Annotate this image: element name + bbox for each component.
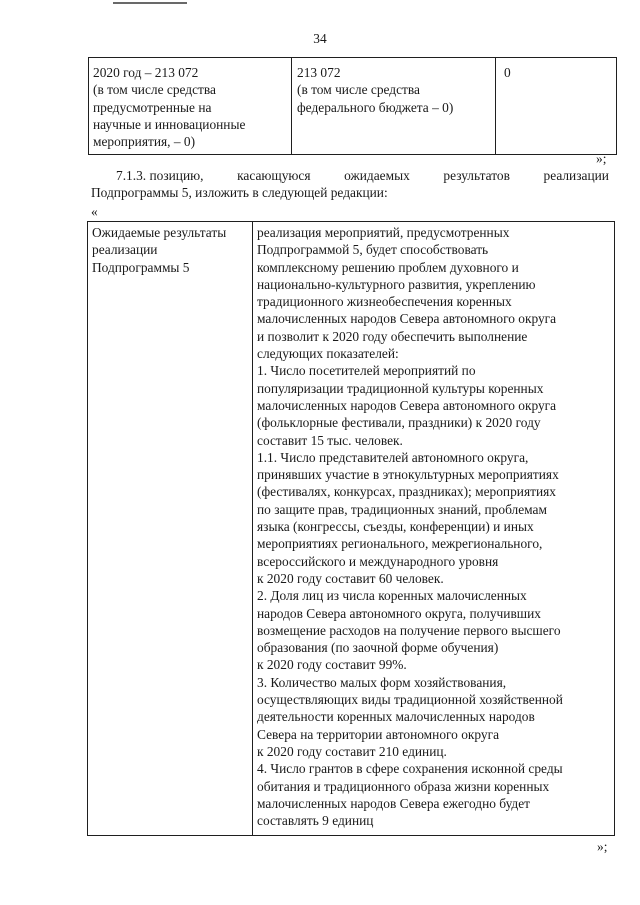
cell-line: 0	[504, 65, 511, 80]
cell-year-amount	[89, 58, 292, 155]
continuation-table	[88, 57, 617, 155]
content-line: образования (по заочной форме обучения)	[257, 640, 499, 656]
content-line: следующих показателей:	[257, 346, 399, 362]
expected-results-table	[87, 221, 615, 836]
amendment-paragraph	[91, 167, 609, 202]
row-label-cell	[88, 222, 253, 836]
content-line: языка (конгрессы, съезды, конференции) и иных	[257, 519, 534, 535]
content-line: 1.1. Число представителей автономного округа,	[257, 449, 529, 465]
content-line: народов Севера автономного округа, получивших	[257, 605, 541, 621]
content-line: деятельности коренных малочисленных народов	[257, 709, 535, 725]
content-line: к 2020 году составит 60 человек.	[257, 570, 444, 586]
content-line: обитания и традиционного образа жизни коренных	[257, 778, 550, 794]
cell-line: научные и инновационные	[93, 116, 246, 132]
content-line: 4. Число грантов в сфере сохранения исконной среды	[257, 761, 563, 777]
content-line: малочисленных народов Севера автономного округа	[257, 311, 557, 327]
word: 7.1.3. позицию,	[116, 168, 204, 183]
content-line: малочисленных народов Севера автономного округа	[257, 397, 557, 413]
content-line: Подпрограммой 5, будет способствовать	[257, 242, 489, 258]
word: результатов	[443, 168, 510, 183]
opening-quote: «	[91, 204, 98, 219]
cell-line: федерального бюджета – 0)	[297, 99, 454, 115]
label-line: реализации	[92, 242, 158, 258]
content-line: мероприятиях регионального, межрегионального,	[257, 536, 543, 552]
paragraph-line-1	[91, 167, 609, 184]
content-line: к 2020 году составит 99%.	[257, 657, 407, 673]
content-line: (фестивалях, конкурсах, праздниках); мероприятиях	[257, 484, 556, 500]
content-line: всероссийского и международного уровня	[257, 553, 499, 569]
content-line: и позволит к 2020 году обеспечить выполнение	[257, 328, 528, 344]
content-line: по защите прав, традиционных знаний, проблемам	[257, 501, 547, 517]
content-line: 2. Доля лиц из числа коренных малочисленных	[257, 588, 527, 604]
word: ожидаемых	[344, 168, 410, 183]
page-number: 34	[313, 31, 327, 46]
content-line: осуществляющих виды традиционной хозяйственной	[257, 692, 563, 708]
closing-quote: »;	[596, 151, 607, 166]
closing-quote: »;	[597, 839, 608, 854]
content-line: возмещение расходов на получение первого высшего	[257, 622, 561, 638]
paragraph-line-2: Подпрограммы 5, изложить в следующей редакции:	[91, 185, 388, 201]
cell-line: 213 072	[297, 65, 341, 80]
content-line: малочисленных народов Севера ежегодно будет	[257, 795, 531, 811]
content-line: популяризации традиционной культуры коренных	[257, 380, 544, 396]
cell-amount	[292, 58, 496, 155]
table-row	[88, 222, 615, 836]
table-row	[89, 58, 617, 155]
content-line: принявших участие в этнокультурных мероприятиях	[257, 467, 559, 483]
row-content-cell	[253, 222, 615, 836]
content-line: (фольклорные фестивали, праздники) к 2020 году	[257, 415, 541, 431]
word: касающуюся	[237, 168, 311, 183]
content-line: Севера на территории автономного округа	[257, 726, 500, 742]
cell-line: (в том числе средства	[93, 82, 216, 98]
word: реализации	[543, 168, 609, 183]
content-line: комплексному решению проблем духовного и	[257, 259, 519, 275]
content-line: 3. Количество малых форм хозяйствования,	[257, 674, 507, 690]
cell-line: мероприятия, – 0)	[93, 134, 196, 150]
content-line: 1. Число посетителей мероприятий по	[257, 363, 476, 379]
content-line: составлять 9 единиц	[257, 813, 374, 829]
cell-line: 2020 год – 213 072	[93, 65, 199, 80]
content-line: реализация мероприятий, предусмотренных	[257, 225, 510, 240]
cell-line: (в том числе средства	[297, 82, 420, 98]
content-line: составит 15 тыс. человек.	[257, 432, 403, 448]
content-line: национально-культурного развития, укреплению	[257, 276, 536, 292]
label-line: Ожидаемые результаты	[92, 225, 227, 240]
cell-zero	[496, 58, 617, 155]
top-edge-mark	[113, 2, 187, 4]
content-line: традиционного жизнеобеспечения коренных	[257, 294, 512, 310]
content-line: к 2020 году составит 210 единиц.	[257, 743, 447, 759]
cell-line: предусмотренные на	[93, 99, 212, 115]
label-line: Подпрограммы 5	[92, 259, 190, 275]
